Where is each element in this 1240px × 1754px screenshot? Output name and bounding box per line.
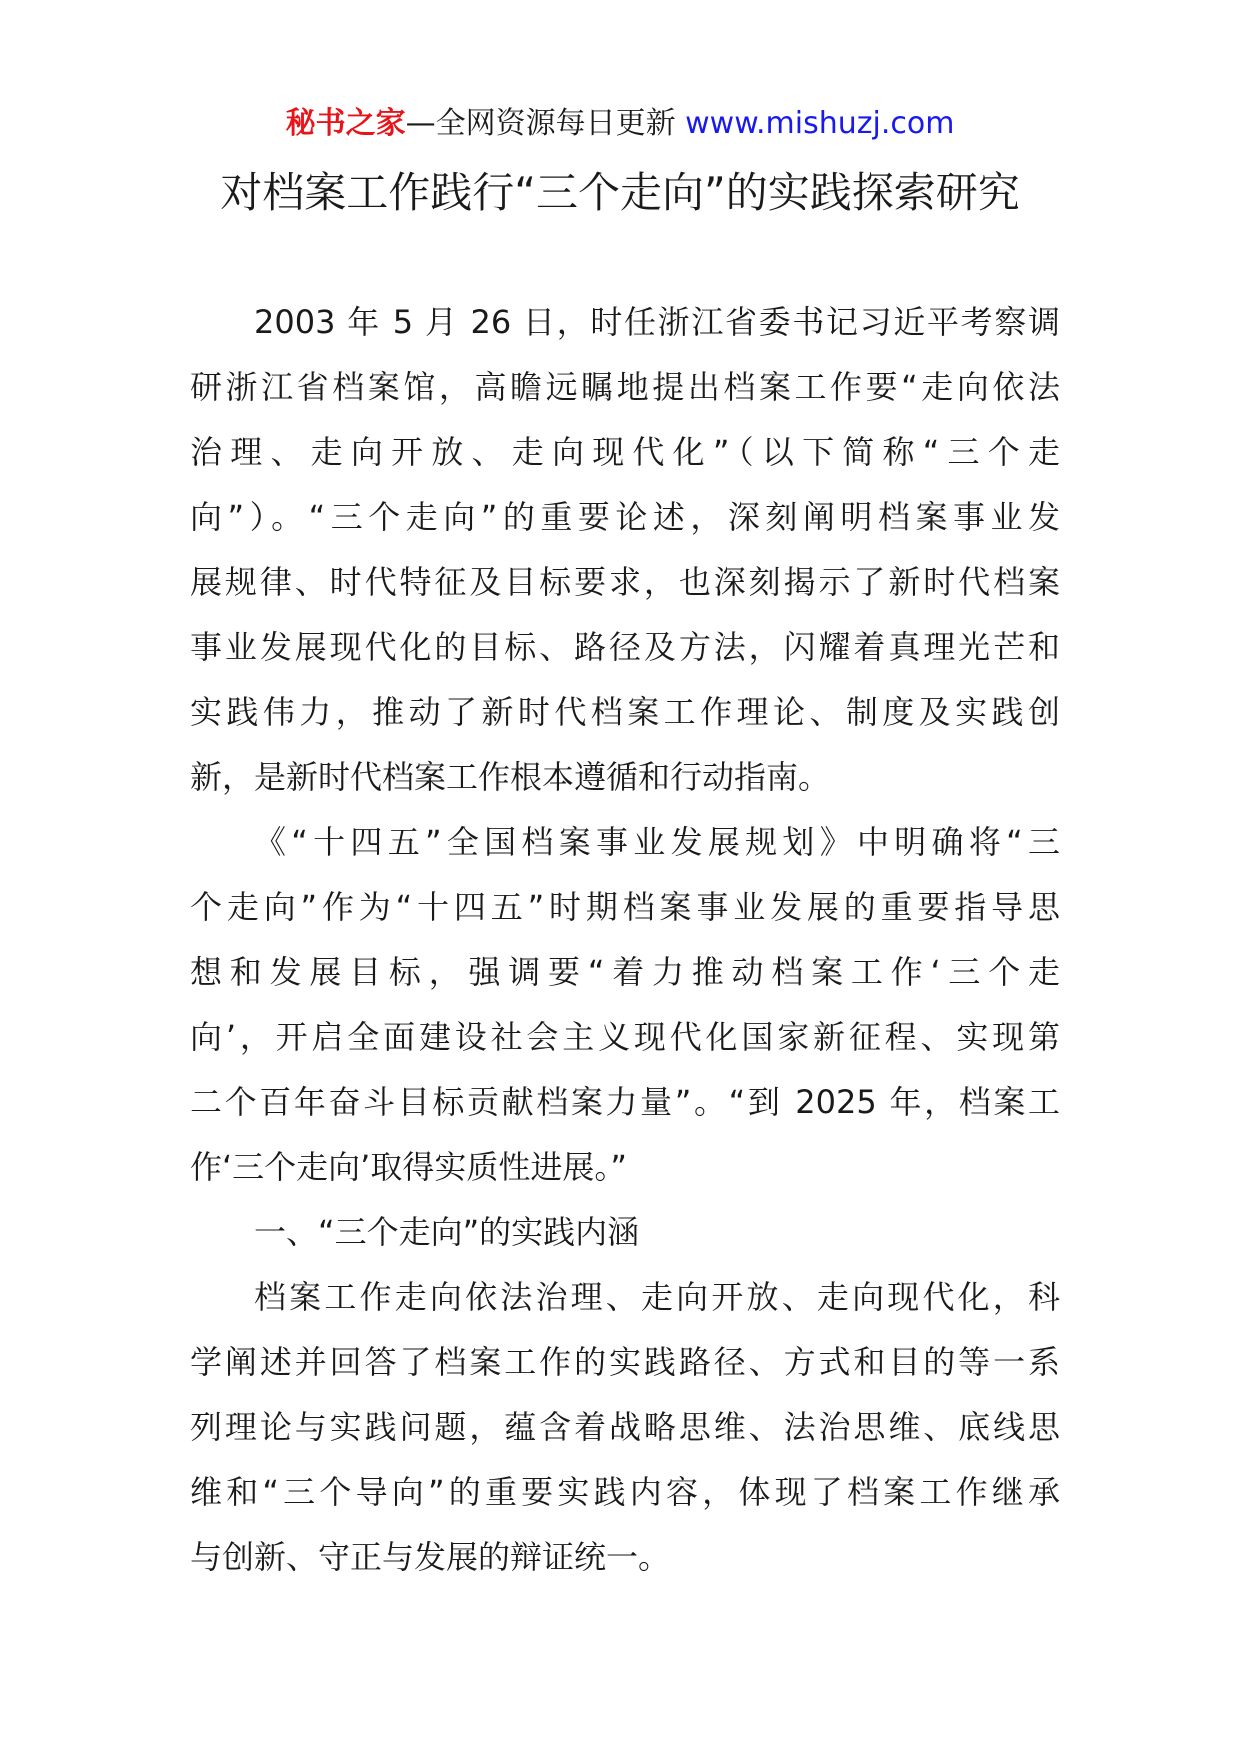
paragraph-line: 档案工作走向依法治理、走向开放、走向现代化，科 xyxy=(254,1278,1060,1316)
paragraph-line: 个走向”作为“十四五”时期档案事业发展的重要指导思 xyxy=(190,888,1060,926)
paragraph-line: 二个百年奋斗目标贡献档案力量”。“到 2025 年，档案工 xyxy=(190,1083,1060,1121)
section-heading-text: 一、“三个走向”的实践内涵 xyxy=(254,1213,640,1251)
paragraph-line: 作‘三个走向’取得实质性进展。” xyxy=(190,1148,627,1186)
paragraph-line: 《“十四五”全国档案事业发展规划》中明确将“三 xyxy=(254,823,1060,861)
paragraph-line: 新，是新时代档案工作根本遵循和行动指南。 xyxy=(190,758,831,796)
paragraph-line: 向’，开启全面建设社会主义现代化国家新征程、实现第 xyxy=(190,1018,1060,1056)
paragraph-line: 展规律、时代特征及目标要求，也深刻揭示了新时代档案 xyxy=(190,563,1060,601)
paragraph-line: 想和发展目标，强调要“着力推动档案工作‘三个走 xyxy=(190,953,1060,991)
paragraph-3 xyxy=(190,1265,1060,1590)
paragraph-1 xyxy=(190,290,1060,810)
section-heading xyxy=(190,1200,1060,1265)
page-header xyxy=(0,104,1240,144)
paragraph-line: 学阐述并回答了档案工作的实践路径、方式和目的等一系 xyxy=(190,1343,1060,1381)
paragraph-line: 列理论与实践问题，蕴含着战略思维、法治思维、底线思 xyxy=(190,1408,1060,1446)
site-url: www.mishuzj.com xyxy=(685,106,955,141)
paragraph-line: 与创新、守正与发展的辩证统一。 xyxy=(190,1538,671,1576)
document-body xyxy=(190,290,1060,1590)
paragraph-line: 向”）。“三个走向”的重要论述，深刻阐明档案事业发 xyxy=(190,498,1060,536)
brand-name: 秘书之家 xyxy=(285,106,406,141)
paragraph-line: 实践伟力，推动了新时代档案工作理论、制度及实践创 xyxy=(190,693,1060,731)
header-slogan: —全网资源每日更新 xyxy=(405,106,676,141)
paragraph-line: 治理、走向开放、走向现代化”（以下简称“三个走 xyxy=(190,433,1060,471)
paragraph-line: 2003 年 5 月 26 日，时任浙江省委书记习近平考察调 xyxy=(254,303,1060,341)
paragraph-line: 事业发展现代化的目标、路径及方法，闪耀着真理光芒和 xyxy=(190,628,1060,666)
paragraph-2 xyxy=(190,810,1060,1200)
paragraph-line: 维和“三个导向”的重要实践内容，体现了档案工作继承 xyxy=(190,1473,1060,1511)
paragraph-line: 研浙江省档案馆，高瞻远瞩地提出档案工作要“走向依法 xyxy=(190,368,1060,406)
document-title: 对档案工作践行“三个走向”的实践探索研究 xyxy=(220,168,1020,217)
